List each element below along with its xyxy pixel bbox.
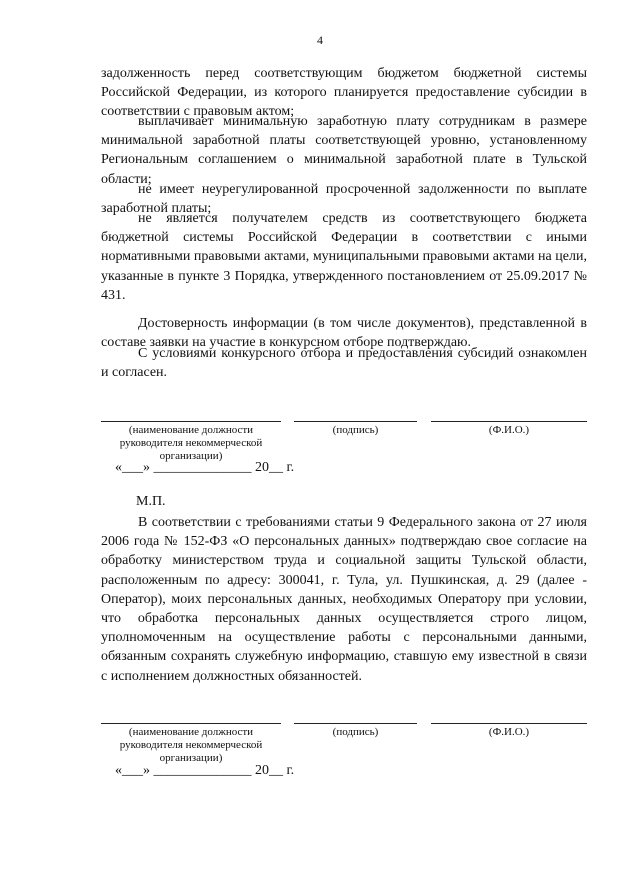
signature-line-2	[294, 723, 417, 724]
name-label: (Ф.И.О.)	[488, 424, 530, 436]
position-signature-line-2	[101, 723, 281, 724]
page-number: 4	[317, 33, 323, 47]
paragraph-not-recipient: не является получателем средств из соответствующего бюджета бюджетной системы Российской Федерации в соответствии с иными нормативными правовыми актами, муниципальными правовыми актами на цели, указанные в пункте 3 Порядка, утвержденного постановлением от 25.09.2017 № 431.	[101, 211, 587, 303]
name-signature-line	[431, 421, 587, 422]
name-signature-line-2	[431, 723, 587, 724]
name-label-2: (Ф.И.О.)	[488, 726, 530, 738]
signature-line	[294, 421, 417, 422]
paragraph-debt: задолженность перед соответствующим бюджетом бюджетной системы Российской Федерации, из которого планируется предоставление субсидии в соответствии с правовым актом;	[101, 66, 587, 120]
position-label-2: (наименование должности руководителя некоммерческой организации)	[119, 726, 263, 764]
paragraph-personal-data-consent: В соответствии с требованиями статьи 9 Федерального закона от 27 июля 2006 года № 152-ФЗ «О персональных данных» подтверждаю свое согласие на обработку министерством труда и социальной защиты Тульской области, расположенным по адресу: 300041, г. Тула, ул. Пушкинская, д. 29 (далее - Оператор), моих персональных данных, необходимых Оператору при условии, что обработка персональных данных осуществляется строго лицом, уполномоченным на осуществление работы с персональными данными, обязанным сохранять служебную информацию, ставшую ему известной в связи с исполнением должностных обязанностей.	[101, 515, 587, 684]
paragraph-reliability: Достоверность информации (в том числе документов), представленной в составе заявки на участие в конкурсном отборе подтверждаю.	[101, 316, 587, 351]
paragraph-no-wage-arrears: не имеет неурегулированной просроченной задолженности по выплате заработной платы;	[101, 182, 587, 217]
signature-label-2: (подпись)	[332, 726, 379, 738]
stamp-label: М.П.	[136, 494, 166, 509]
paragraph-agreement: С условиями конкурсного отбора и предоставления субсидий ознакомлен и согласен.	[101, 346, 587, 381]
date-field-2: «___» ______________ 20__ г.	[115, 763, 295, 778]
position-signature-line	[101, 421, 281, 422]
date-field: «___» ______________ 20__ г.	[115, 460, 295, 475]
position-label: (наименование должности руководителя некоммерческой организации)	[119, 424, 263, 462]
signature-label: (подпись)	[332, 424, 379, 436]
paragraph-min-wage: выплачивает минимальную заработную плату сотрудникам в размере минимальной заработной платы соответствующей уровню, установленному Региональным соглашением о минимальной заработной плате в Тульской области;	[101, 114, 587, 187]
